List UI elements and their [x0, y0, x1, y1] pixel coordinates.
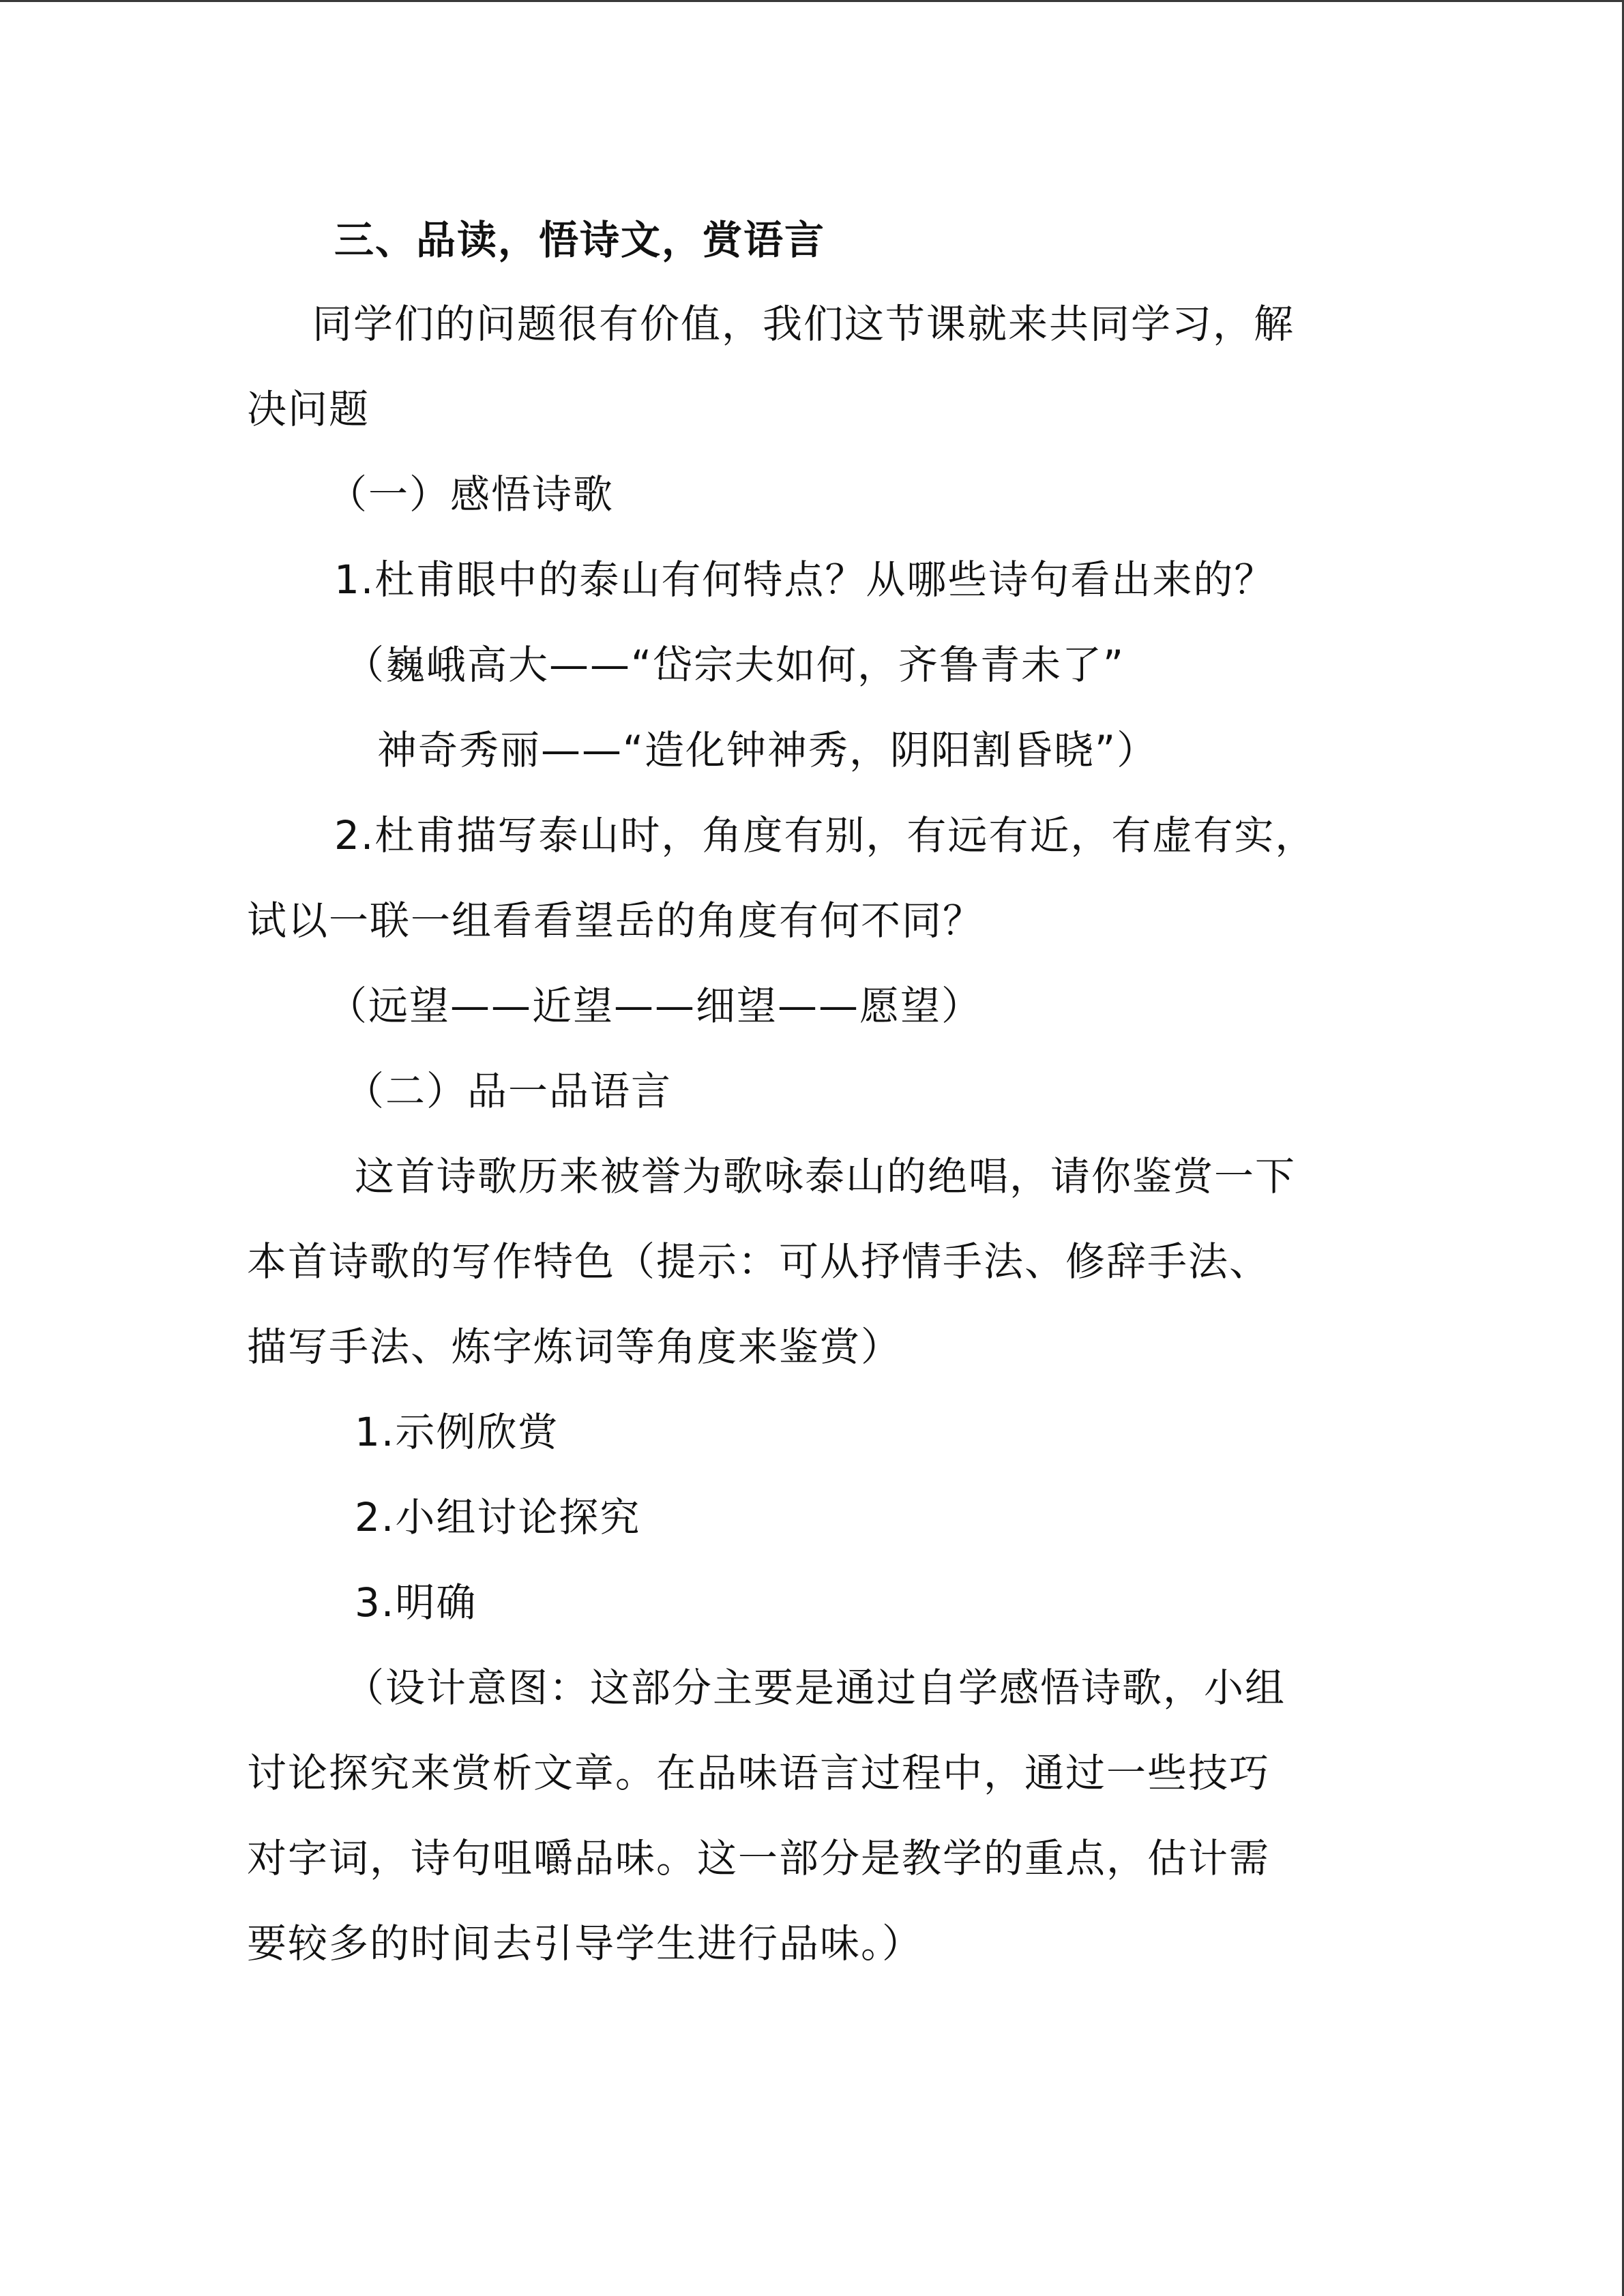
intro-paragraph-line-2: 决问题 [247, 386, 370, 432]
page-top-border [0, 0, 1624, 2]
subsection-title-2: （二）品一品语言 [344, 1068, 673, 1114]
question-1: 1.杜甫眼中的泰山有何特点？从哪些诗句看出来的？ [334, 556, 1275, 603]
step-3: 3.明确 [355, 1579, 477, 1626]
answer-1-line-1: （巍峨高大——“岱宗夫如何，齐鲁青未了” [344, 642, 1125, 688]
design-intent-line-4: 要较多的时间去引导学生进行品味。） [247, 1920, 924, 1967]
paragraph-2-line-2: 本首诗歌的写作特色（提示：可从抒情手法、修辞手法、 [247, 1238, 1271, 1285]
answer-2: （远望——近望——细望——愿望） [327, 983, 983, 1029]
step-1: 1.示例欣赏 [355, 1409, 559, 1455]
paragraph-2-line-1: 这首诗歌历来被誉为歌咏泰山的绝唱，请你鉴赏一下 [355, 1153, 1297, 1199]
design-intent-line-3: 对字词，诗句咀嚼品味。这一部分是教学的重点，估计需 [247, 1835, 1271, 1881]
design-intent-line-2: 讨论探究来赏析文章。在品味语言过程中，通过一些技巧 [247, 1750, 1271, 1796]
answer-1-line-2: 神奇秀丽——“造化钟神秀，阴阳割昏晓”） [377, 727, 1158, 773]
question-2-line-2: 试以一联一组看看望岳的角度有何不同？ [247, 897, 984, 944]
intro-paragraph-line-1: 同学们的问题很有价值，我们这节课就来共同学习，解 [312, 301, 1295, 347]
subsection-title-1: （一）感悟诗歌 [327, 471, 615, 518]
paragraph-2-line-3: 描写手法、炼字炼词等角度来鉴赏） [247, 1324, 902, 1370]
design-intent-line-1: （设计意图：这部分主要是通过自学感悟诗歌，小组 [344, 1665, 1286, 1711]
section-heading: 三、品读，悟诗文，赏语言 [334, 217, 826, 263]
question-2-line-1: 2.杜甫描写泰山时，角度有别，有远有近，有虚有实， [334, 812, 1316, 859]
step-2: 2.小组讨论探究 [355, 1494, 641, 1540]
